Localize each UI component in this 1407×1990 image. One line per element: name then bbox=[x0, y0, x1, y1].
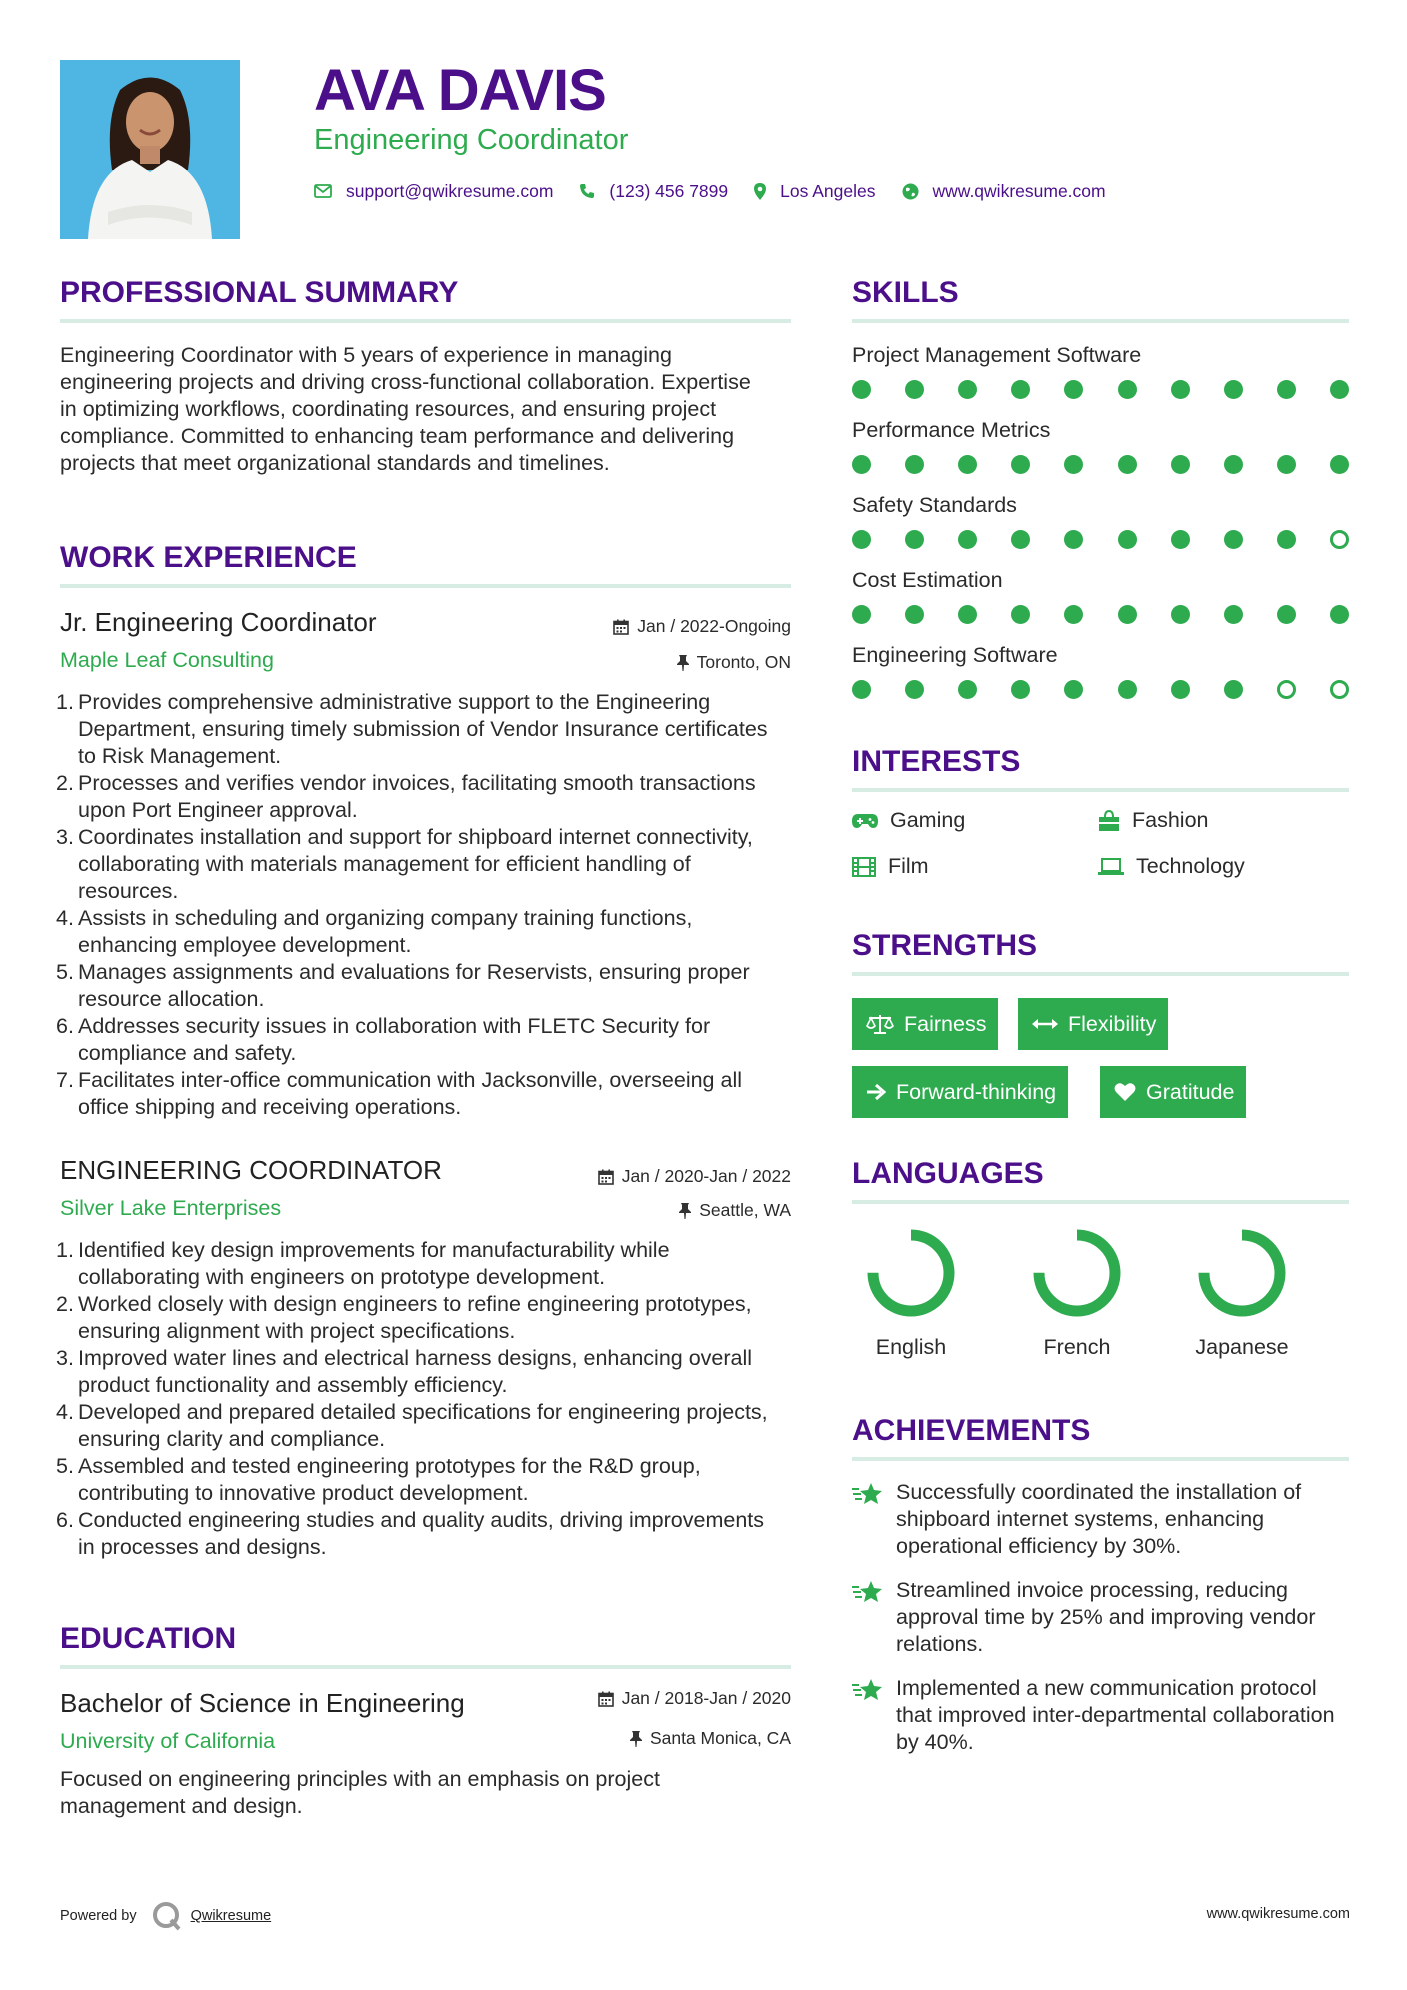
job-dates bbox=[598, 1166, 791, 1187]
education-location-text: Santa Monica, CA bbox=[649, 1728, 791, 1748]
strength-label: Flexibility bbox=[1068, 1011, 1157, 1036]
strength-chip-fairness bbox=[852, 998, 998, 1050]
education-dates bbox=[598, 1688, 791, 1709]
skills-divider bbox=[852, 319, 1349, 323]
achievement-text: Implemented a new communication protocol that improved inter-departmental collaboration by 40%. bbox=[896, 1676, 1335, 1754]
strength-chip-flexibility bbox=[1018, 998, 1168, 1050]
proficiency-arc bbox=[1039, 1235, 1115, 1311]
skill-item bbox=[852, 491, 1349, 551]
rating-dot-filled bbox=[958, 530, 977, 549]
arrow-right-icon bbox=[866, 1083, 886, 1101]
skill-name: Cost Estimation bbox=[852, 568, 1003, 592]
job-location-text: Toronto, ON bbox=[696, 652, 791, 672]
interest-item-gaming bbox=[852, 808, 965, 833]
calendar-icon bbox=[598, 1691, 614, 1707]
list-item: 5. Assembled and tested engineering prototypes for the R&D group, contributing to innovative product development. bbox=[56, 1454, 701, 1505]
language-name: Japanese bbox=[1195, 1335, 1289, 1359]
list-item: 4. Developed and prepared detailed specifications for engineering projects, ensuring clarity and compliance. bbox=[56, 1400, 768, 1451]
skill-name: Safety Standards bbox=[852, 493, 1017, 517]
job-location-text: Seattle, WA bbox=[699, 1200, 791, 1220]
language-item bbox=[1182, 1225, 1302, 1360]
powered-by-text: Powered by bbox=[60, 1908, 137, 1924]
interest-item-film bbox=[852, 854, 929, 879]
contact-email[interactable] bbox=[314, 181, 553, 202]
strength-chip-forward-thinking bbox=[852, 1066, 1068, 1118]
rating-dot-filled bbox=[1011, 455, 1030, 474]
website-text: www.qwikresume.com bbox=[932, 180, 1106, 201]
contact-location bbox=[754, 181, 875, 202]
summary-text: Engineering Coordinator with 5 years of experience in managing engineering projects and driving cross-functional collaboration. Expertise in optimizing workflows, coordinating resources, and ensuring project compliance. Committed to enhancing team performance and delivering projects that meet organizational standards and timelines. bbox=[60, 343, 751, 475]
job-title: ENGINEERING COORDINATOR bbox=[60, 1155, 442, 1185]
rating-dot-filled bbox=[1171, 455, 1190, 474]
achievements-divider bbox=[852, 1457, 1349, 1461]
rating-dot-filled bbox=[958, 380, 977, 399]
rating-dot-filled bbox=[852, 530, 871, 549]
list-item: 3. Improved water lines and electrical harness designs, enhancing overall product functionality and assembly efficiency. bbox=[56, 1346, 753, 1397]
rating-dot-filled bbox=[1118, 680, 1137, 699]
phone-text: (123) 456 7899 bbox=[609, 180, 729, 201]
calendar-icon bbox=[598, 1169, 614, 1185]
rating-dot-filled bbox=[1224, 680, 1243, 699]
footer-powered-by bbox=[60, 1900, 271, 1932]
language-proficiency-ring bbox=[1029, 1225, 1125, 1321]
language-name: English bbox=[875, 1335, 947, 1359]
school-name: University of California bbox=[60, 1729, 276, 1753]
location-text: Los Angeles bbox=[780, 180, 876, 201]
arrows-horizontal-icon bbox=[1032, 1018, 1058, 1030]
qwikresume-logo-icon bbox=[151, 1900, 183, 1932]
rating-dot-filled bbox=[958, 605, 977, 624]
experience-heading: WORK EXPERIENCE bbox=[60, 541, 357, 574]
contact-bar bbox=[314, 176, 1106, 206]
candidate-name: AVA DAVIS bbox=[314, 58, 606, 123]
shooting-star-icon bbox=[852, 1677, 884, 1703]
rating-dot-filled bbox=[1171, 605, 1190, 624]
rating-dot-filled bbox=[905, 380, 924, 399]
language-proficiency-ring bbox=[1194, 1225, 1290, 1321]
skill-name: Engineering Software bbox=[852, 643, 1058, 667]
interest-label: Fashion bbox=[1132, 808, 1209, 832]
rating-dot-filled bbox=[1064, 455, 1083, 474]
rating-dot-filled bbox=[1224, 455, 1243, 474]
achievement-item bbox=[852, 1577, 1352, 1658]
proficiency-arc bbox=[873, 1235, 949, 1311]
interests-divider bbox=[852, 788, 1349, 792]
shopping-bag-icon bbox=[1098, 810, 1120, 832]
rating-dot-filled bbox=[905, 605, 924, 624]
experience-divider bbox=[60, 584, 791, 588]
strength-chip-gratitude bbox=[1100, 1066, 1246, 1118]
rating-dot-filled bbox=[1064, 680, 1083, 699]
globe-icon bbox=[902, 183, 919, 200]
rating-dot-filled bbox=[852, 455, 871, 474]
rating-dot-empty bbox=[1330, 680, 1349, 699]
interest-label: Gaming bbox=[890, 808, 966, 832]
achievement-text: Successfully coordinated the installation of shipboard internet systems, enhancing operational efficiency by 30%. bbox=[896, 1480, 1302, 1558]
rating-dot-filled bbox=[1171, 380, 1190, 399]
strengths-heading: STRENGTHS bbox=[852, 929, 1038, 962]
skill-rating bbox=[852, 529, 1349, 551]
rating-dot-filled bbox=[852, 380, 871, 399]
skill-item bbox=[852, 641, 1349, 701]
rating-dot-filled bbox=[1171, 530, 1190, 549]
skill-rating bbox=[852, 379, 1349, 401]
proficiency-arc bbox=[1204, 1235, 1280, 1311]
skill-rating bbox=[852, 454, 1349, 476]
pushpin-icon bbox=[679, 1203, 691, 1219]
rating-dot-filled bbox=[1171, 680, 1190, 699]
language-item bbox=[1017, 1225, 1137, 1360]
list-item: 1. Provides comprehensive administrative support to the Engineering Department, ensuring timely submission of Vendor Insurance certificates to Risk Management. bbox=[56, 690, 768, 768]
rating-dot-filled bbox=[1011, 530, 1030, 549]
rating-dot-filled bbox=[1277, 455, 1296, 474]
education-heading: EDUCATION bbox=[60, 1622, 237, 1655]
interests-heading: INTERESTS bbox=[852, 745, 1021, 778]
job-location bbox=[677, 652, 791, 673]
skill-name: Project Management Software bbox=[852, 343, 1142, 367]
degree-title: Bachelor of Science in Engineering bbox=[60, 1688, 465, 1718]
languages-divider bbox=[852, 1200, 1349, 1204]
rating-dot-filled bbox=[1224, 605, 1243, 624]
gamepad-icon bbox=[852, 813, 878, 829]
rating-dot-filled bbox=[1064, 605, 1083, 624]
achievement-text: Streamlined invoice processing, reducing approval time by 25% and improving vendor relations. bbox=[896, 1578, 1316, 1656]
education-dates-text: Jan / 2018-Jan / 2020 bbox=[621, 1688, 791, 1708]
list-item: 2. Processes and verifies vendor invoices, facilitating smooth transactions upon Port Engineer approval. bbox=[56, 771, 756, 822]
skill-name: Performance Metrics bbox=[852, 418, 1051, 442]
education-divider bbox=[60, 1665, 791, 1669]
interest-item-technology bbox=[1098, 854, 1245, 879]
summary-heading: PROFESSIONAL SUMMARY bbox=[60, 276, 459, 309]
rating-dot-filled bbox=[958, 455, 977, 474]
envelope-icon bbox=[314, 184, 332, 198]
balance-scale-icon bbox=[866, 1013, 894, 1035]
rating-dot-filled bbox=[1330, 455, 1349, 474]
rating-dot-filled bbox=[1064, 530, 1083, 549]
strengths-divider bbox=[852, 972, 1349, 976]
rating-dot-filled bbox=[1224, 380, 1243, 399]
interest-label: Technology bbox=[1136, 854, 1245, 878]
list-item: 7. Facilitates inter-office communication with Jacksonville, overseeing all office shipping and receiving operations. bbox=[56, 1068, 743, 1119]
rating-dot-filled bbox=[958, 680, 977, 699]
rating-dot-filled bbox=[1011, 605, 1030, 624]
rating-dot-filled bbox=[905, 530, 924, 549]
achievements-heading: ACHIEVEMENTS bbox=[852, 1414, 1091, 1447]
rating-dot-filled bbox=[1330, 380, 1349, 399]
strength-label: Gratitude bbox=[1146, 1079, 1235, 1104]
job-title: Jr. Engineering Coordinator bbox=[60, 607, 377, 637]
job-location bbox=[679, 1200, 791, 1221]
heart-icon bbox=[1114, 1082, 1136, 1102]
rating-dot-filled bbox=[1277, 605, 1296, 624]
list-item: 6. Addresses security issues in collaboration with FLETC Security for compliance and safety. bbox=[56, 1014, 711, 1065]
brand-link[interactable]: Qwikresume bbox=[190, 1908, 272, 1924]
job-company: Maple Leaf Consulting bbox=[60, 648, 274, 672]
interest-label: Film bbox=[888, 854, 929, 878]
rating-dot-filled bbox=[1011, 380, 1030, 399]
strength-label: Forward-thinking bbox=[896, 1079, 1057, 1104]
phone-icon bbox=[579, 183, 595, 199]
education-location bbox=[630, 1728, 791, 1749]
list-item: 4. Assists in scheduling and organizing company training functions, enhancing employee development. bbox=[56, 906, 693, 957]
map-marker-icon bbox=[754, 183, 766, 200]
rating-dot-filled bbox=[1064, 380, 1083, 399]
rating-dot-empty bbox=[1277, 680, 1296, 699]
languages-heading: LANGUAGES bbox=[852, 1157, 1044, 1190]
job-dates bbox=[613, 616, 791, 637]
rating-dot-filled bbox=[1277, 530, 1296, 549]
list-item: 3. Coordinates installation and support for shipboard internet connectivity, collaborating with materials management for efficient handling of resources. bbox=[56, 825, 753, 903]
profile-photo bbox=[60, 60, 240, 239]
film-icon bbox=[852, 857, 876, 877]
job-dates-text: Jan / 2022-Ongoing bbox=[637, 616, 791, 636]
skill-item bbox=[852, 416, 1349, 476]
rating-dot-filled bbox=[1277, 380, 1296, 399]
rating-dot-filled bbox=[852, 605, 871, 624]
job-dates-text: Jan / 2020-Jan / 2022 bbox=[621, 1166, 791, 1186]
skills-heading: SKILLS bbox=[852, 276, 959, 309]
skill-item bbox=[852, 566, 1349, 626]
rating-dot-filled bbox=[1330, 605, 1349, 624]
rating-dot-filled bbox=[1224, 530, 1243, 549]
achievement-item bbox=[852, 1675, 1352, 1756]
job-responsibilities bbox=[56, 1237, 780, 1561]
rating-dot-filled bbox=[905, 455, 924, 474]
list-item: 1. Identified key design improvements for manufacturability while collaborating with engineers on prototype development. bbox=[56, 1238, 670, 1289]
language-name: French bbox=[1043, 1335, 1111, 1359]
candidate-title: Engineering Coordinator bbox=[314, 124, 629, 156]
calendar-icon bbox=[613, 619, 629, 635]
summary-divider bbox=[60, 319, 791, 323]
rating-dot-filled bbox=[1118, 530, 1137, 549]
shooting-star-icon bbox=[852, 1579, 884, 1605]
rating-dot-filled bbox=[1118, 380, 1137, 399]
list-item: 6. Conducted engineering studies and quality audits, driving improvements in processes and designs. bbox=[56, 1508, 765, 1559]
email-text: support@qwikresume.com bbox=[346, 180, 554, 201]
rating-dot-filled bbox=[1118, 605, 1137, 624]
skill-item bbox=[852, 341, 1349, 401]
achievement-item bbox=[852, 1479, 1352, 1560]
footer-website[interactable]: www.qwikresume.com bbox=[1206, 1906, 1350, 1922]
rating-dot-filled bbox=[852, 680, 871, 699]
rating-dot-filled bbox=[1011, 680, 1030, 699]
job-company: Silver Lake Enterprises bbox=[60, 1196, 282, 1220]
rating-dot-filled bbox=[905, 680, 924, 699]
interest-item-fashion bbox=[1098, 808, 1209, 833]
contact-phone[interactable] bbox=[579, 181, 728, 202]
list-item: 2. Worked closely with design engineers to refine engineering prototypes, ensuring alignment with project specifications. bbox=[56, 1292, 752, 1343]
language-item bbox=[851, 1225, 971, 1360]
job-responsibilities bbox=[56, 689, 780, 1121]
skill-rating bbox=[852, 679, 1349, 701]
skill-rating bbox=[852, 604, 1349, 626]
rating-dot-filled bbox=[1118, 455, 1137, 474]
list-item: 5. Manages assignments and evaluations for Reservists, ensuring proper resource allocation. bbox=[56, 960, 750, 1011]
education-description: Focused on engineering principles with an emphasis on project management and design. bbox=[60, 1767, 660, 1818]
language-proficiency-ring bbox=[863, 1225, 959, 1321]
shooting-star-icon bbox=[852, 1481, 884, 1507]
rating-dot-empty bbox=[1330, 530, 1349, 549]
contact-website[interactable] bbox=[902, 181, 1106, 202]
pushpin-icon bbox=[677, 655, 689, 671]
laptop-icon bbox=[1098, 858, 1124, 876]
strength-label: Fairness bbox=[904, 1011, 987, 1036]
pushpin-icon bbox=[630, 1731, 642, 1747]
